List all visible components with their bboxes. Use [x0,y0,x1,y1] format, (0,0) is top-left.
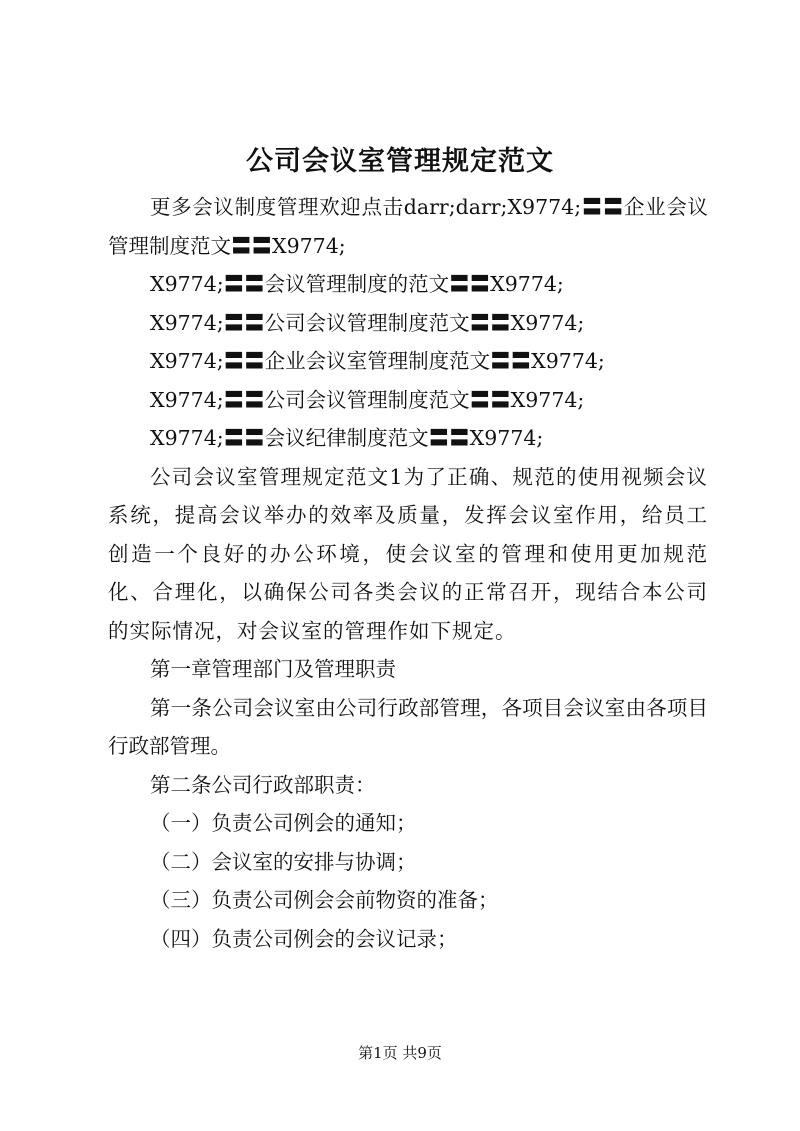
paragraph-article-2: 第二条公司行政部职责： [150,772,376,797]
paragraph-intro: 公司会议室管理规定范文1为了正确、规范的使用视频会议系统，提高会议举办的效率及质量，发挥会议室作用，给员工创造一个良好的办公环境，使会议室的管理和使用更加规范化、合理化，以确保公司各类会议的正常召开，现结合本公司的实际情况，对会议室的管理作如下规定。 [108,464,708,643]
paragraph-article-1: 第一条公司会议室由公司行政部管理，各项目会议室由各项目行政部管理。 [108,695,708,758]
paragraph-link-4: X9774;〓〓公司会议管理制度范文〓〓X9774; [150,387,585,412]
page-number-footer: 第1页 共9页 [358,1044,442,1062]
document-body [108,188,708,958]
paragraph-item-2: （二）会议室的安排与协调； [150,849,417,874]
paragraph-item-1: （一）负责公司例会的通知； [150,811,417,835]
paragraph-link-3: X9774;〓〓企业会议室管理制度范文〓〓X9774; [150,349,605,373]
paragraph-link-1: X9774;〓〓会议管理制度的范文〓〓X9774; [150,272,564,296]
paragraph-chapter-heading: 第一章管理部门及管理职责 [150,657,396,681]
paragraph-link-5: X9774;〓〓会议纪律制度范文〓〓X9774; [150,426,544,450]
paragraph-item-3: （三）负责公司例会会前物资的准备； [150,888,499,912]
paragraph-item-4: （四）负责公司例会的会议记录； [150,926,458,951]
document-title: 公司会议室管理规定范文 [246,146,554,177]
paragraph-link-2: X9774;〓〓公司会议管理制度范文〓〓X9774; [150,310,585,335]
paragraph-more-links: 更多会议制度管理欢迎点击darr;darr;X9774;〓〓企业会议管理制度范文〓〓X9774; [108,195,708,258]
